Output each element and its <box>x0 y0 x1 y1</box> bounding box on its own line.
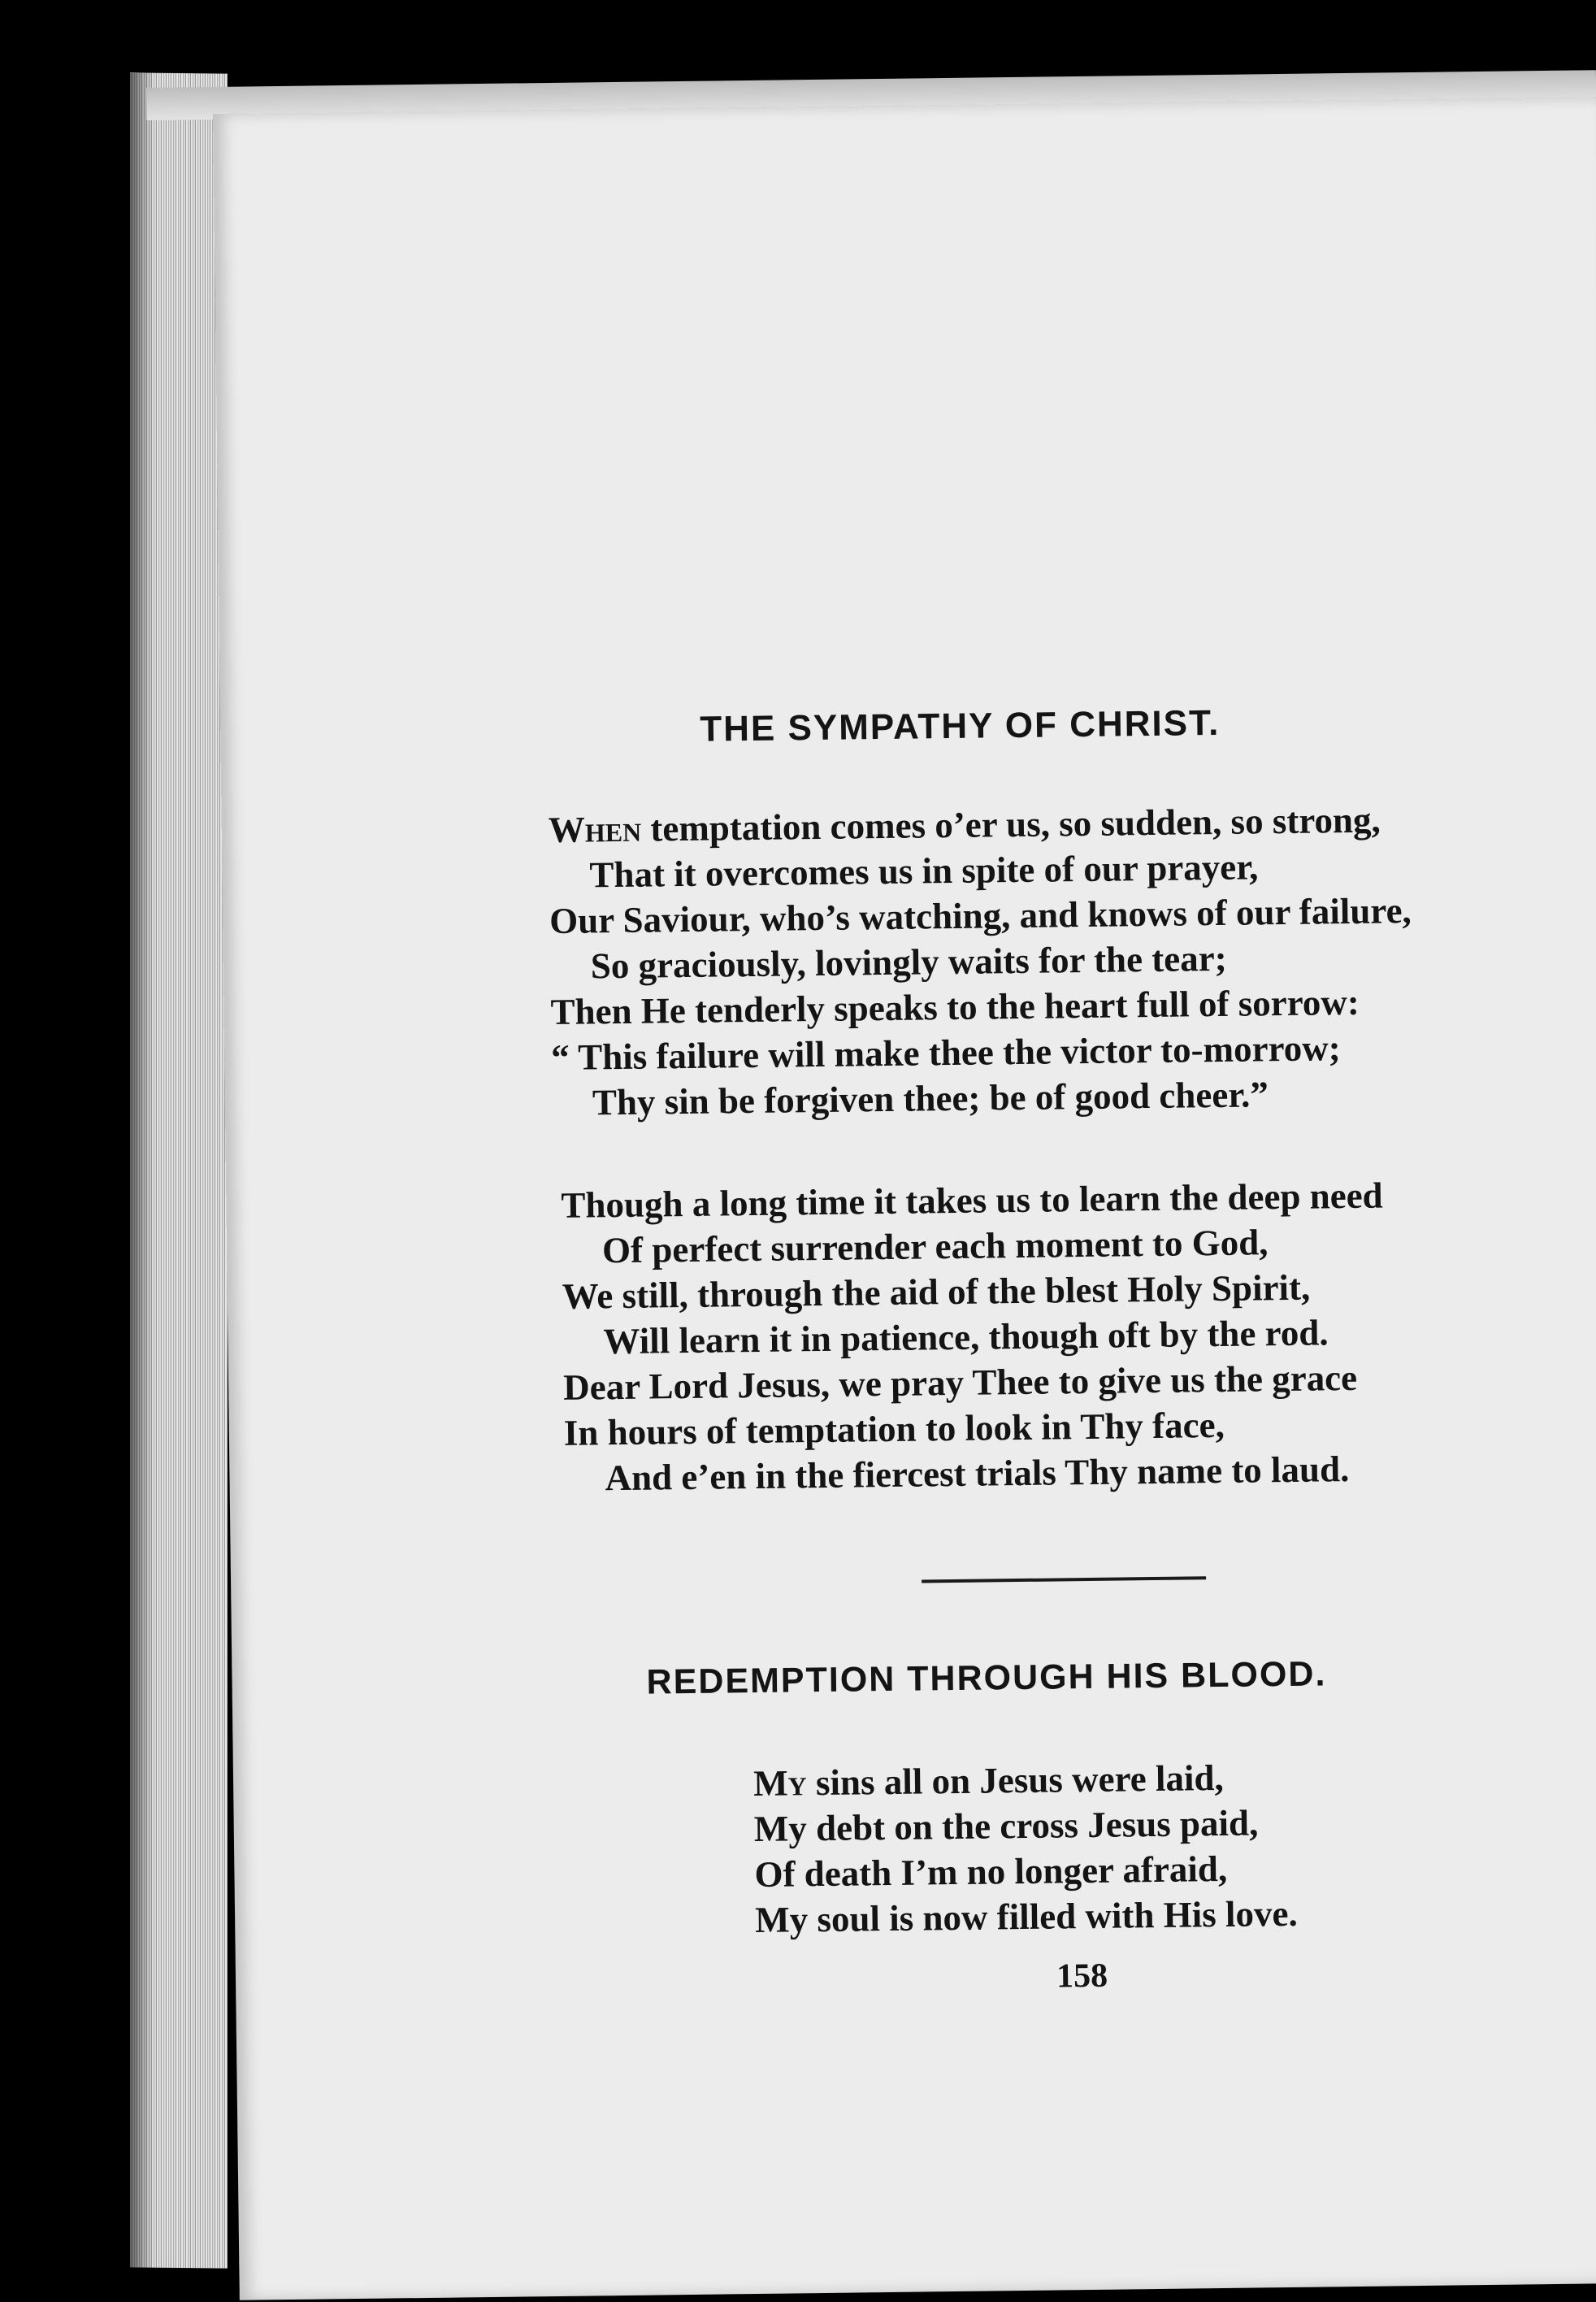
poem-stanza-1 <box>548 797 1413 1126</box>
page-number: 158 <box>1056 1957 1108 1996</box>
poem-line: Of perfect surrender each moment to God, <box>601 1222 1269 1271</box>
poem-line: Dear Lord Jesus, we pray Thee to give us the grace <box>562 1357 1358 1408</box>
poem-line-text: sins all on Jesus were laid, <box>806 1757 1224 1804</box>
poem-line: Though a long time it takes us to learn the deep need <box>561 1175 1383 1226</box>
book-page <box>213 97 1596 2300</box>
poem-title-sympathy-of-christ: THE SYMPATHY OF CHRIST. <box>699 702 1221 749</box>
poem-line-lead-word: My <box>752 1762 808 1805</box>
poem-line: In hours of temptation to look in Thy face, <box>563 1404 1225 1453</box>
poem-line: Our Saviour, who’s watching, and knows of our failure, <box>549 890 1412 942</box>
poem-line: That it overcomes us in spite of our prayer, <box>589 846 1259 896</box>
page-edge-shadow <box>130 73 154 2268</box>
poem-title-redemption-through-his-blood: REDEMPTION THROUGH HIS BLOOD. <box>646 1654 1327 1702</box>
poem-line: And e’en in the fiercest trials Thy name to laud. <box>605 1449 1350 1499</box>
poem-line: Will learn it in patience, though oft by the rod. <box>603 1312 1329 1362</box>
poem-line: Then He tenderly speaks to the heart full of sorrow: <box>550 981 1360 1033</box>
poem-line: My debt on the cross Jesus paid, <box>753 1802 1259 1850</box>
poem-stanza-redemption <box>753 1754 1298 1943</box>
section-divider-rule <box>922 1576 1206 1583</box>
poem-line: So graciously, lovingly waits for the tear; <box>590 937 1227 987</box>
poem-line <box>753 1754 1296 1806</box>
poem-stanza-2 <box>561 1173 1386 1501</box>
poem-line: We still, through the aid of the blest Holy Spirit, <box>562 1266 1311 1317</box>
poem-line: Of death I’m no longer afraid, <box>754 1848 1228 1896</box>
poem-line-lead-word: When <box>548 808 642 851</box>
poem-line-text: temptation comes o’er us, so sudden, so strong, <box>640 799 1381 849</box>
poem-line: “ This failure will make thee the victor to-morrow; <box>550 1027 1341 1078</box>
poem-line: My soul is now filled with His love. <box>754 1892 1299 1941</box>
poem-line: Thy sin be forgiven thee; be of good cheer.” <box>592 1074 1269 1123</box>
